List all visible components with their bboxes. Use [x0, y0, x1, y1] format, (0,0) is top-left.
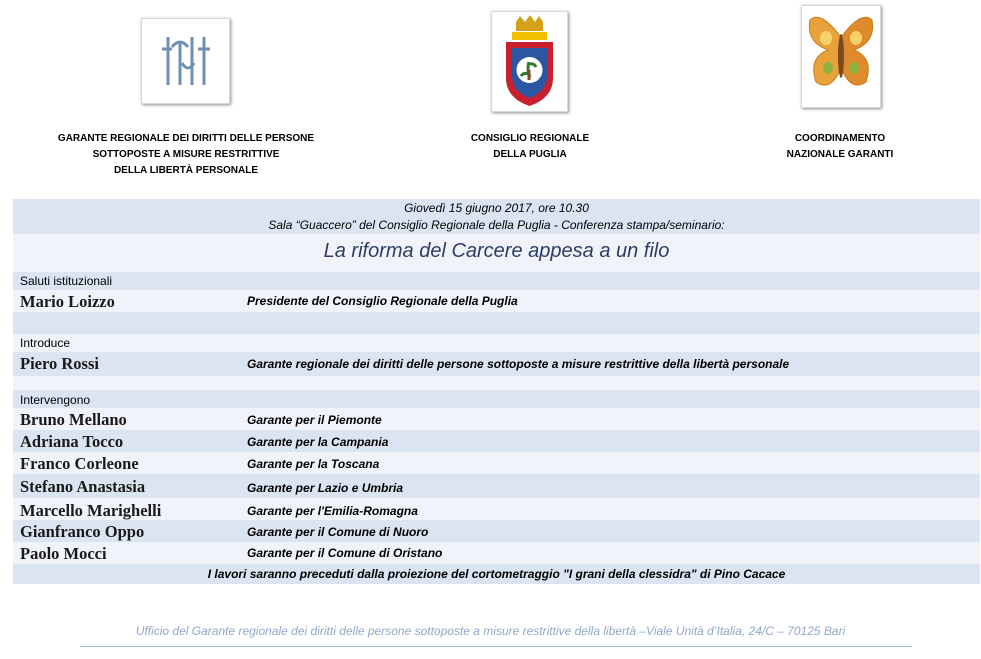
event-title: La riforma del Carcere appesa a un filo: [323, 240, 670, 262]
butterfly-logo-icon: [802, 6, 880, 107]
speaker-role: Garante per Lazio e Umbria: [247, 481, 404, 495]
section-intervengono: Intervengono: [20, 393, 91, 407]
speaker-role: Garante per la Toscana: [247, 457, 380, 471]
puglia-coat-of-arms-icon: [492, 12, 567, 111]
section-introduce: Introduce: [20, 336, 71, 350]
consiglio-header-line: DELLA PUGLIA: [493, 149, 567, 160]
footer-divider: [80, 646, 912, 647]
row-band: [13, 430, 980, 452]
speaker-role: Garante regionale dei diritti delle persone sottoposte a misure restrittive della libertà personale: [247, 357, 790, 371]
row-band: [13, 390, 980, 408]
event-venue: Sala “Guaccero” del Consiglio Regionale della Puglia - Conferenza stampa/seminario:: [268, 218, 725, 232]
speaker-role: Garante per il Comune di Oristano: [247, 546, 443, 560]
speaker-name: Paolo Mocci: [20, 544, 107, 563]
speaker-role: Garante per l'Emilia-Romagna: [247, 504, 418, 518]
puglia-logo: [491, 11, 568, 112]
garante-header-line: SOTTOPOSTE A MISURE RESTRITTIVE: [92, 149, 280, 160]
consiglio-header-line: CONSIGLIO REGIONALE: [470, 133, 590, 144]
speaker-role: Presidente del Consiglio Regionale della Puglia: [247, 294, 518, 308]
coordinamento-logo: [801, 5, 881, 108]
coordinamento-header-line: NAZIONALE GARANTI: [786, 149, 894, 160]
speaker-name: Mario Loizzo: [20, 292, 115, 311]
event-date: Giovedì 15 giugno 2017, ore 10.30: [404, 201, 589, 215]
speaker-name: Stefano Anastasia: [20, 477, 146, 496]
speaker-name: Gianfranco Oppo: [20, 522, 145, 541]
row-band: [13, 334, 980, 352]
row-band: [13, 542, 980, 564]
prison-bars-logo-icon: [142, 19, 229, 103]
speaker-role: Garante per la Campania: [247, 435, 389, 449]
garante-header-line: DELLA LIBERTÀ PERSONALE: [113, 165, 259, 176]
row-band: [13, 376, 980, 390]
speaker-name: Bruno Mellano: [20, 410, 127, 429]
speaker-name: Adriana Tocco: [20, 432, 124, 451]
row-band: [13, 474, 980, 498]
consiglio-header: [430, 131, 630, 163]
section-saluti: Saluti istituzionali: [20, 274, 113, 288]
speaker-name: Marcello Marighelli: [20, 501, 162, 520]
row-band: [13, 272, 980, 290]
garante-header-line: GARANTE REGIONALE DEI DIRITTI DELLE PERSONE: [57, 133, 315, 144]
coordinamento-header: [740, 131, 940, 163]
row-band: [13, 312, 980, 334]
closing-note: I lavori saranno preceduti dalla proiezione del cortometraggio "I grani della clessidra" di Pino Cacace: [207, 567, 786, 581]
speaker-name: Piero Rossi: [20, 354, 99, 373]
garante-header: [30, 131, 342, 179]
speaker-name: Franco Corleone: [20, 454, 139, 473]
row-band: [13, 408, 980, 430]
speaker-role: Garante per il Comune di Nuoro: [247, 525, 429, 539]
row-band: [13, 452, 980, 474]
footer-address: Ufficio del Garante regionale dei diritti delle persone sottoposte a misure restrittive della libertà –Viale Unità d’Italia, 24/C – 70125 Bari: [135, 624, 846, 638]
garante-logo: [141, 18, 230, 104]
speaker-role: Garante per il Piemonte: [247, 413, 382, 427]
coordinamento-header-line: COORDINAMENTO: [794, 133, 886, 144]
row-band: [13, 520, 980, 542]
